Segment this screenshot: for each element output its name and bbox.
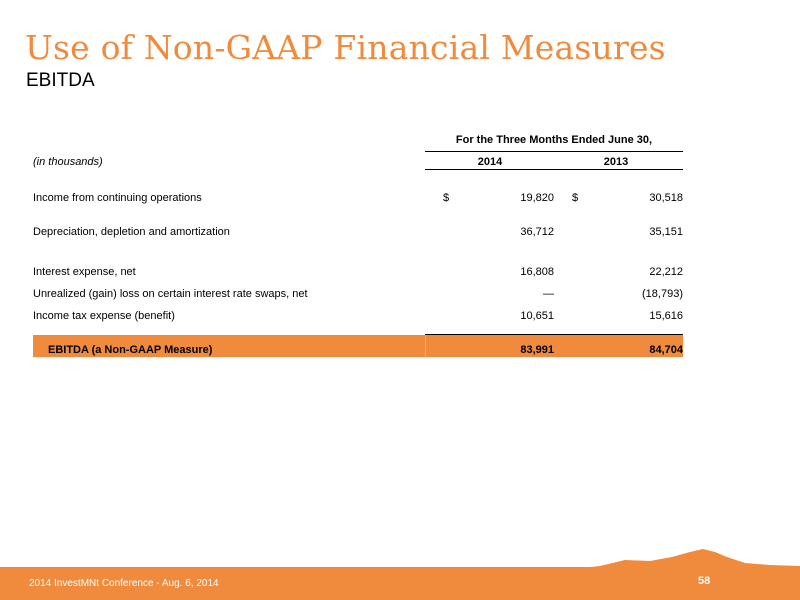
mountain-decoration [0,530,800,570]
slide-subtitle: EBITDA [26,70,95,91]
period-header: For the Three Months Ended June 30, [455,134,653,146]
row-value-2013: (18,793) [642,288,683,300]
currency-symbol-2014: $ [443,192,450,204]
row-value-2014: 19,820 [520,192,554,204]
row-label-dda: Depreciation, depletion and amortization [33,226,230,238]
row-label-income: Income from continuing operations [33,192,202,204]
row-label-tax: Income tax expense (benefit) [33,310,175,322]
row-label-swaps: Unrealized (gain) loss on certain interest rate swaps, net [33,288,308,300]
row-value-2013: 30,518 [649,192,683,204]
page-number: 58 [698,575,711,587]
row-value-2014: 10,651 [520,310,554,322]
period-header-rule [425,151,683,152]
row-value-2014: 36,712 [520,226,554,238]
row-value-2014: — [543,288,554,300]
total-value-2014: 83,991 [520,344,554,356]
row-value-2013: 35,151 [649,226,683,238]
row-value-2013: 22,212 [649,266,683,278]
row-value-2013: 15,616 [649,310,683,322]
year-2013-header: 2013 [603,156,629,168]
units-label: (in thousands) [33,156,103,168]
year-header-rule [425,169,683,170]
row-value-2014: 16,808 [520,266,554,278]
total-label: EBITDA (a Non-GAAP Measure) [48,344,213,356]
currency-symbol-2013: $ [572,192,579,204]
footer-text: 2014 InvestMNt Conference - Aug. 6, 2014 [29,578,219,589]
row-label-interest: Interest expense, net [33,266,136,278]
slide-title: Use of Non-GAAP Financial Measures [25,28,666,67]
year-2014-header: 2014 [477,156,503,168]
total-value-2013: 84,704 [649,344,683,356]
